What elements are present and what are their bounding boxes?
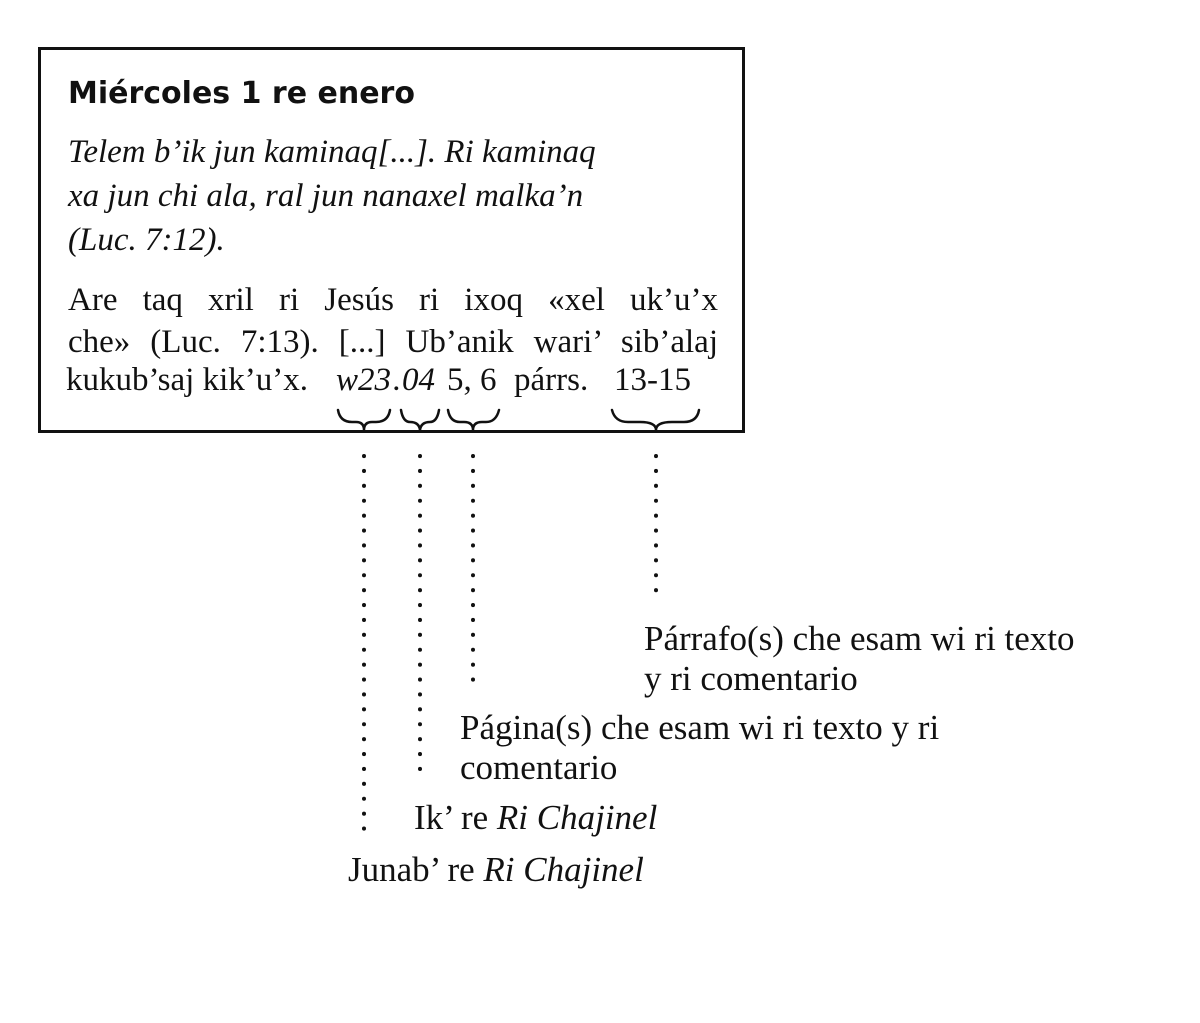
label-pages-line-2: comentario [460,748,618,787]
ref-issue: 04 [402,362,435,398]
label-issue [414,798,657,838]
comment-line-2: che» (Luc. 7:13). [...] Ub’anik wari’ sib’alaj [68,324,718,360]
brace-publication [338,410,390,430]
comment-line-3: kukub’saj kik’u’x. [66,362,308,398]
ref-paragraphs: 13-15 [614,362,691,398]
label-paragraphs-line-2: y ri comentario [644,659,858,698]
brace-issue [401,410,439,430]
scripture-line-3: (Luc. 7:12). [68,222,225,258]
ref-publication: w23 [336,362,392,398]
label-paragraphs-line-1: Párrafo(s) che esam wi ri texto [644,619,1075,658]
brace-pages [448,410,499,430]
scripture-line-2: xa jun chi ala, ral jun nanaxel malka’n [68,178,584,214]
label-year [348,850,644,890]
label-pages-line-1: Página(s) che esam wi ri texto y ri [460,708,940,747]
comment-line-1: Are taq xril ri Jesús ri ixoq «xel uk’u’x [68,282,718,318]
label-issue-prefix: Ik’ re [414,798,489,837]
ref-pars-word: párrs. [514,362,589,398]
scripture-line-1: Telem b’ik jun kaminaq[...]. Ri kaminaq [68,134,596,170]
label-year-prefix: Junab’ re [348,850,475,889]
ref-separator: . [393,362,402,398]
card-title: Miércoles 1 re enero [68,76,415,111]
label-year-title: Ri Chajinel [483,850,644,889]
brace-paragraphs [612,410,699,430]
label-issue-title: Ri Chajinel [496,798,658,837]
ref-pages: 5, 6 [447,362,497,398]
